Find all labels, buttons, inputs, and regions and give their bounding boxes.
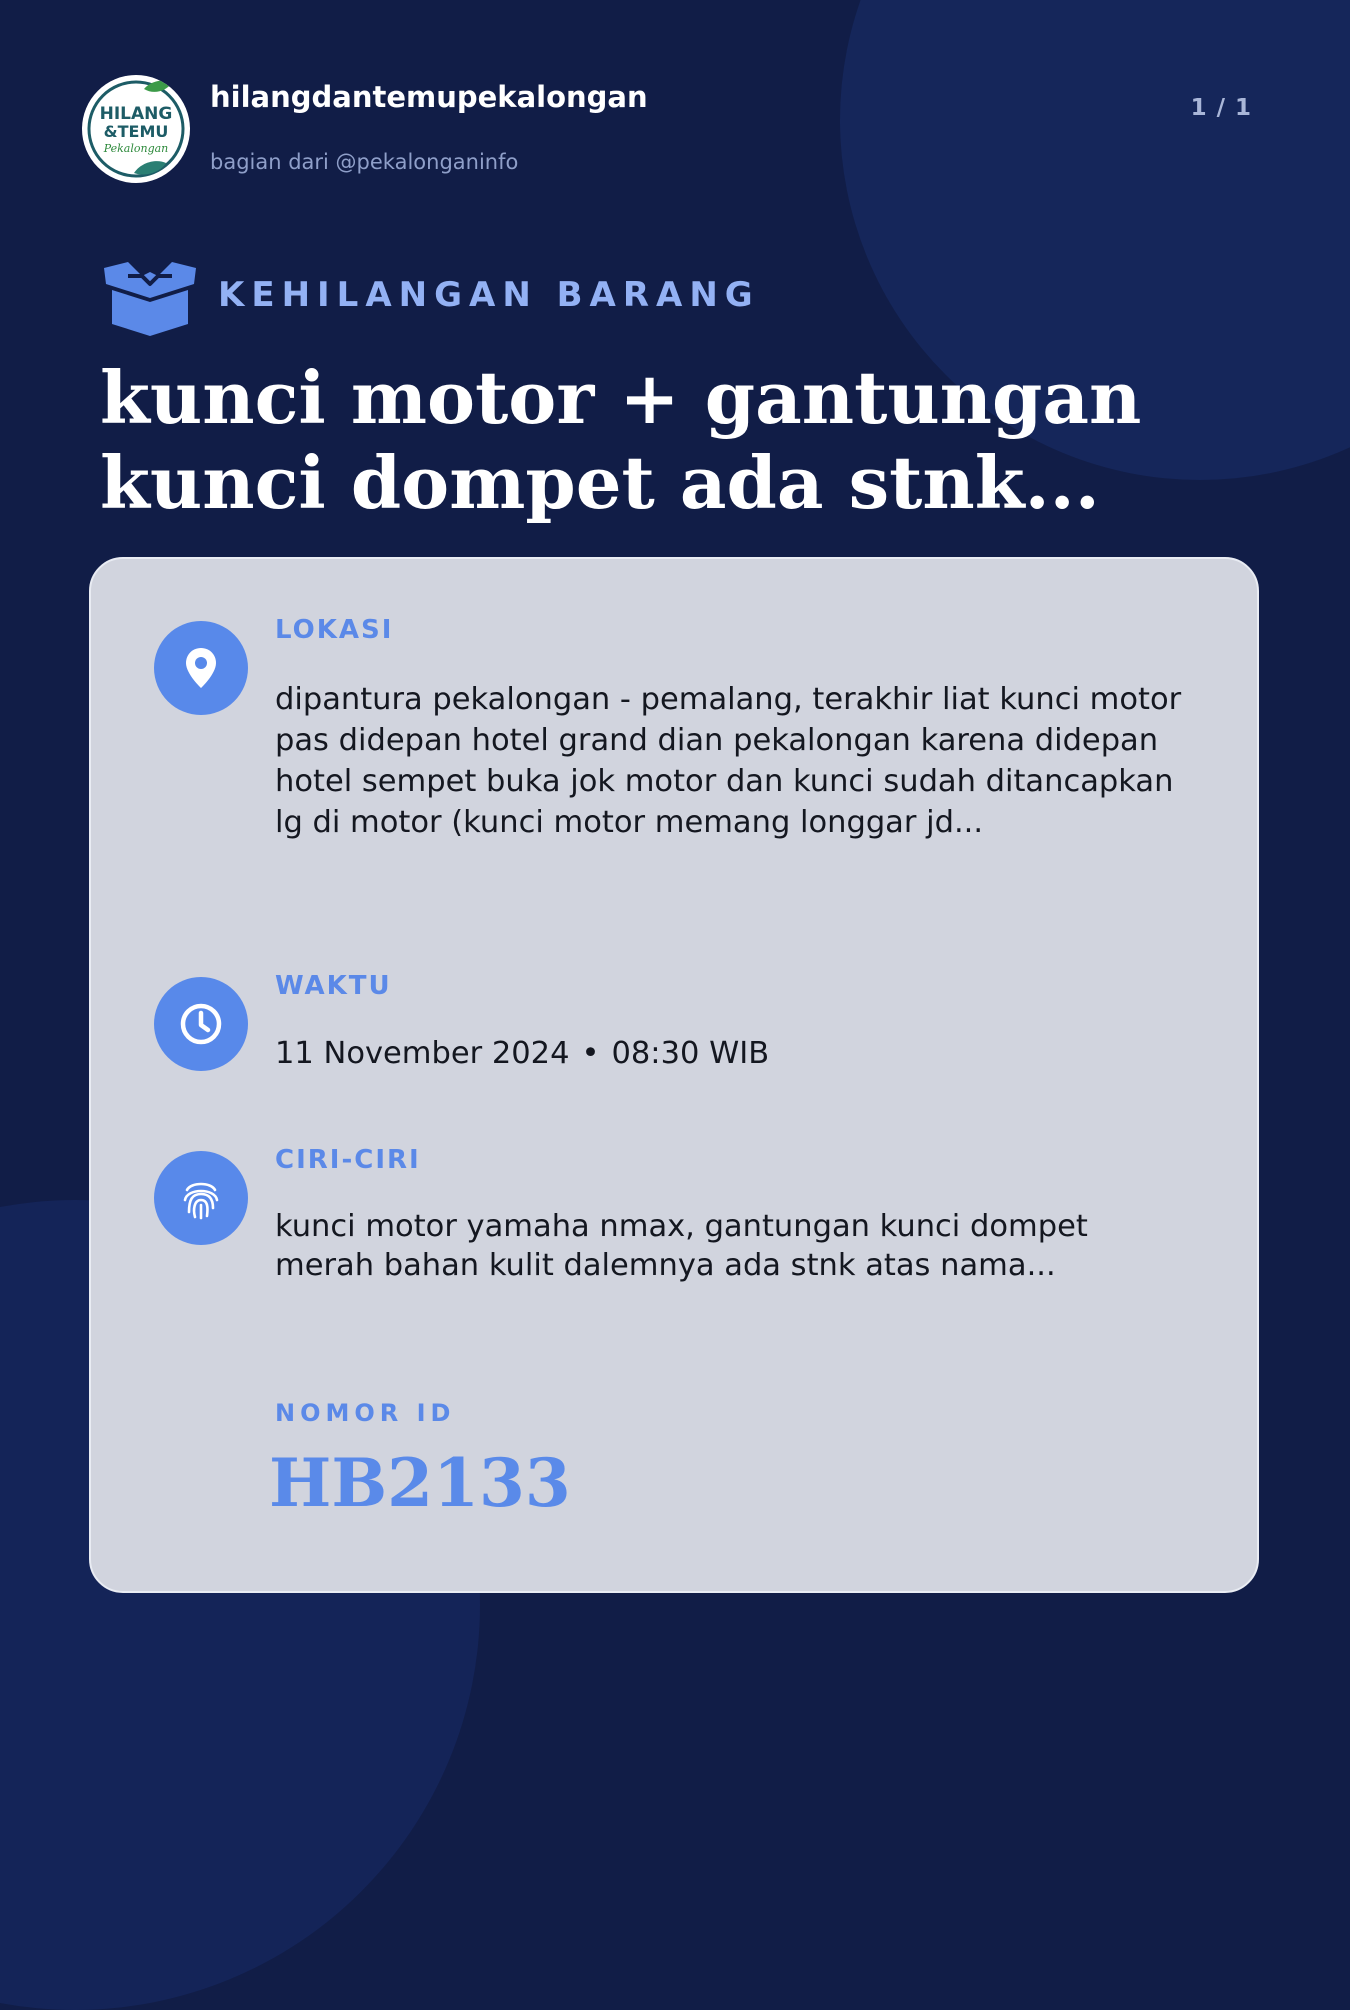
category-label: KEHILANGAN BARANG bbox=[218, 275, 760, 315]
features-label: CIRI-CIRI bbox=[275, 1145, 421, 1175]
account-name[interactable]: hilangdantemupekalongan bbox=[210, 80, 648, 114]
open-box-icon bbox=[102, 262, 198, 336]
time-date: 11 November 2024 bbox=[275, 1036, 570, 1071]
time-icon-badge bbox=[154, 977, 248, 1071]
time-separator: • bbox=[581, 1036, 600, 1071]
logo-text-hilang: HILANG bbox=[99, 104, 173, 124]
detail-card bbox=[89, 557, 1259, 1593]
location-label: LOKASI bbox=[275, 615, 394, 645]
account-subtitle: bagian dari @pekalonganinfo bbox=[210, 150, 519, 174]
item-title bbox=[100, 355, 1260, 525]
map-pin-icon bbox=[177, 644, 225, 692]
location-text: dipantura pekalongan - pemalang, terakhir liat kunci motor pas didepan hotel grand dian pekalongan karena didepan hotel sempet buka jok motor dan kunci sudah ditancapkan lg di motor (kunci motor memang longgar jd... bbox=[275, 682, 1182, 840]
logo-text-temu: &TEMU bbox=[103, 122, 169, 141]
hilang-temu-logo bbox=[82, 75, 190, 183]
title-line-1: kunci motor + gantungan bbox=[100, 355, 1142, 440]
time-hour: 08:30 WIB bbox=[611, 1036, 770, 1071]
features-icon-badge bbox=[154, 1151, 248, 1245]
time-label: WAKTU bbox=[275, 971, 392, 1001]
id-value: HB2133 bbox=[269, 1444, 571, 1522]
location-icon-badge bbox=[154, 621, 248, 715]
features-text: kunci motor yamaha nmax, gantungan kunci dompet merah bahan kulit dalemnya ada stnk atas nama... bbox=[275, 1209, 1088, 1283]
title-line-2: kunci dompet ada stnk... bbox=[100, 440, 1100, 525]
time-text bbox=[275, 1033, 1185, 1074]
page-indicator: 1 / 1 bbox=[1190, 95, 1252, 121]
fingerprint-icon bbox=[177, 1174, 225, 1222]
account-avatar-logo[interactable] bbox=[82, 75, 190, 183]
id-label: NOMOR ID bbox=[275, 1399, 456, 1427]
logo-text-pekalongan: Pekalongan bbox=[103, 142, 169, 155]
clock-icon bbox=[177, 1000, 225, 1048]
